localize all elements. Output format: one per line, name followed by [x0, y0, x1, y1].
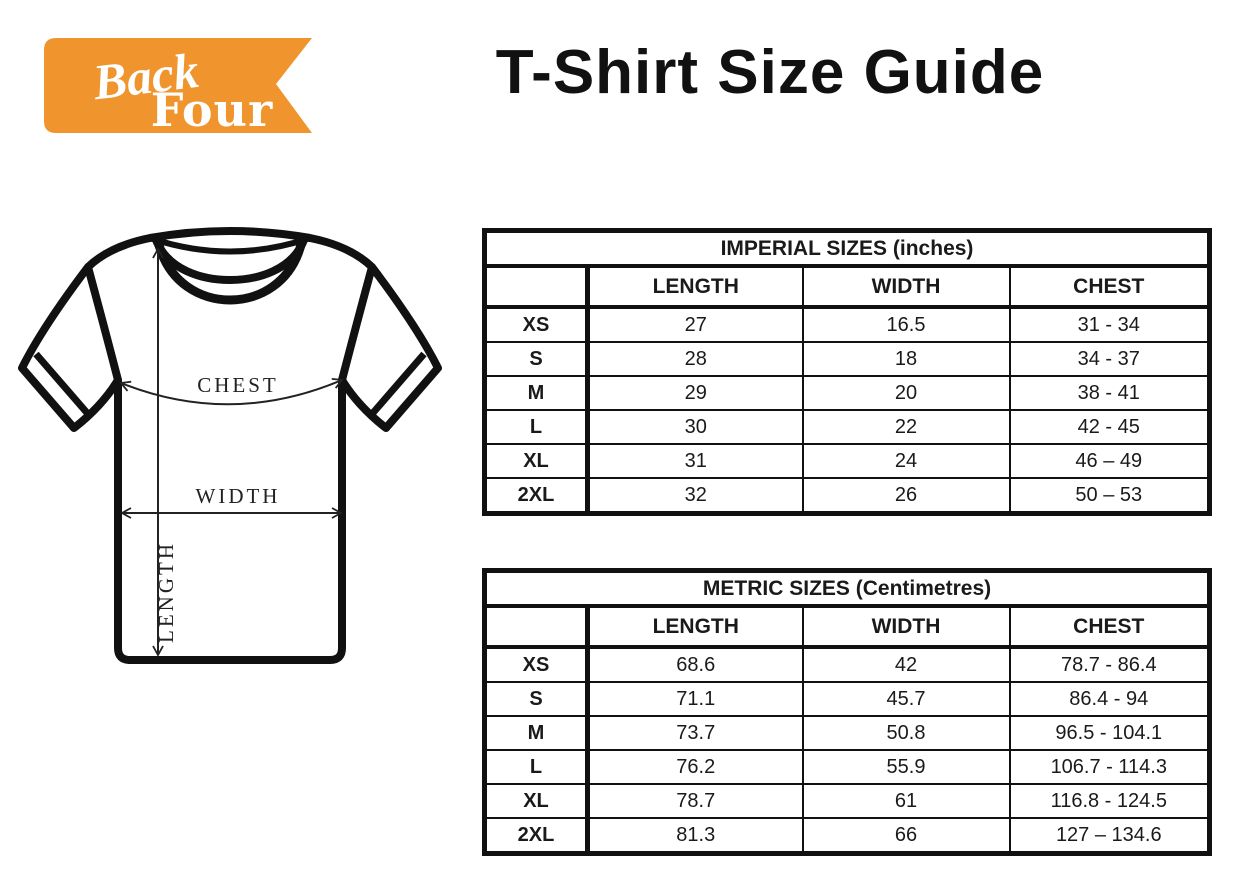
column-header-row — [485, 266, 1210, 307]
width-cell: 50.8 — [803, 716, 1010, 750]
table-row — [485, 647, 1210, 682]
width-cell: 22 — [803, 410, 1010, 444]
table-row — [485, 376, 1210, 410]
width-column-header: WIDTH — [803, 266, 1010, 307]
table-title-row — [485, 571, 1210, 607]
chest-cell: 42 - 45 — [1010, 410, 1210, 444]
chest-cell: 127 – 134.6 — [1010, 818, 1210, 854]
width-cell: 18 — [803, 342, 1010, 376]
chest-cell: 46 – 49 — [1010, 444, 1210, 478]
chest-cell: 86.4 - 94 — [1010, 682, 1210, 716]
length-column-header: LENGTH — [588, 606, 803, 647]
chest-cell: 31 - 34 — [1010, 307, 1210, 342]
chest-column-header: CHEST — [1010, 606, 1210, 647]
column-header-row — [485, 606, 1210, 647]
logo-word-four: Four — [150, 83, 274, 134]
size-cell: XL — [485, 784, 588, 818]
chest-cell: 34 - 37 — [1010, 342, 1210, 376]
chest-cell: 116.8 - 124.5 — [1010, 784, 1210, 818]
width-cell: 42 — [803, 647, 1010, 682]
width-cell: 20 — [803, 376, 1010, 410]
table-row — [485, 307, 1210, 342]
chest-cell: 106.7 - 114.3 — [1010, 750, 1210, 784]
size-cell: XS — [485, 307, 588, 342]
table-row — [485, 444, 1210, 478]
table-row — [485, 784, 1210, 818]
width-cell: 16.5 — [803, 307, 1010, 342]
size-cell: L — [485, 750, 588, 784]
length-cell: 81.3 — [588, 818, 803, 854]
table-title-row — [485, 231, 1210, 267]
length-column-header: LENGTH — [588, 266, 803, 307]
table-title: IMPERIAL SIZES (inches) — [485, 231, 1210, 267]
width-cell: 61 — [803, 784, 1010, 818]
length-cell: 32 — [588, 478, 803, 514]
width-cell: 26 — [803, 478, 1010, 514]
table-row — [485, 682, 1210, 716]
size-cell: 2XL — [485, 478, 588, 514]
metric-sizes-table — [482, 568, 1212, 856]
length-cell: 76.2 — [588, 750, 803, 784]
length-cell: 71.1 — [588, 682, 803, 716]
size-cell: 2XL — [485, 818, 588, 854]
size-column-header — [485, 606, 588, 647]
size-column-header — [485, 266, 588, 307]
chest-cell: 50 – 53 — [1010, 478, 1210, 514]
chest-column-header: CHEST — [1010, 266, 1210, 307]
width-label: WIDTH — [195, 484, 281, 508]
size-cell: M — [485, 376, 588, 410]
logo-word-back: Back — [90, 41, 202, 111]
table-row — [485, 750, 1210, 784]
length-cell: 30 — [588, 410, 803, 444]
tshirt-outline — [22, 231, 438, 660]
chest-cell: 78.7 - 86.4 — [1010, 647, 1210, 682]
length-cell: 78.7 — [588, 784, 803, 818]
tshirt-measurement-diagram — [10, 222, 450, 678]
page-title: T-Shirt Size Guide — [495, 38, 1045, 107]
table-title: METRIC SIZES (Centimetres) — [485, 571, 1210, 607]
length-cell: 73.7 — [588, 716, 803, 750]
table-row — [485, 818, 1210, 854]
width-column-header: WIDTH — [803, 606, 1010, 647]
chest-label: CHEST — [197, 373, 279, 397]
length-label: LENGTH — [154, 541, 178, 643]
length-cell: 68.6 — [588, 647, 803, 682]
length-cell: 31 — [588, 444, 803, 478]
brand-logo — [44, 38, 312, 134]
table-row — [485, 716, 1210, 750]
size-cell: S — [485, 342, 588, 376]
chest-cell: 96.5 - 104.1 — [1010, 716, 1210, 750]
width-cell: 66 — [803, 818, 1010, 854]
width-cell: 24 — [803, 444, 1010, 478]
length-cell: 28 — [588, 342, 803, 376]
width-cell: 45.7 — [803, 682, 1010, 716]
imperial-sizes-table — [482, 228, 1212, 516]
size-cell: XL — [485, 444, 588, 478]
table-row — [485, 410, 1210, 444]
size-cell: L — [485, 410, 588, 444]
chest-cell: 38 - 41 — [1010, 376, 1210, 410]
size-cell: M — [485, 716, 588, 750]
length-cell: 29 — [588, 376, 803, 410]
table-row — [485, 478, 1210, 514]
table-row — [485, 342, 1210, 376]
size-cell: S — [485, 682, 588, 716]
length-cell: 27 — [588, 307, 803, 342]
width-cell: 55.9 — [803, 750, 1010, 784]
size-cell: XS — [485, 647, 588, 682]
